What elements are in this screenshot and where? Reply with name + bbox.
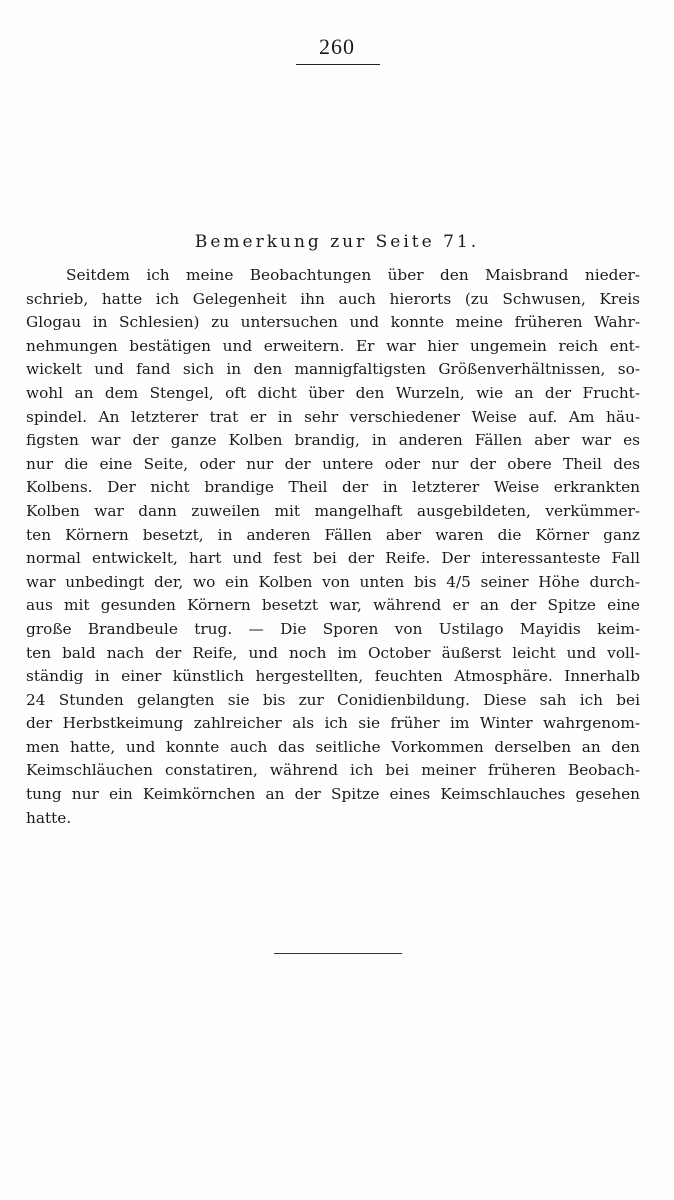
text-line: Keimschläuchen constatiren, während ich bei meiner früheren Beobach- <box>26 761 640 780</box>
text-line: Seitdem ich meine Beobachtungen über den Maisbrand nieder- <box>66 266 640 284</box>
text-line: 24 Stunden gelangten sie bis zur Conidienbildung. Diese sah ich bei <box>26 690 640 709</box>
text-line: war unbedingt der, wo ein Kolben von unten bis 4/5 seiner Höhe durch- <box>26 572 640 591</box>
page-number: 260 <box>319 34 355 59</box>
text-line: Kolbens. Der nicht brandige Theil der in letzterer Weise erkrankten <box>26 478 640 497</box>
text-line: ständig in einer künstlich hergestellten, feuchten Atmosphäre. Innerhalb <box>26 667 640 686</box>
text-line: spindel. An letzterer trat er in sehr verschiedener Weise auf. Am häu- <box>26 407 640 426</box>
text-line: figsten war der ganze Kolben brandig, in anderen Fällen aber war es <box>26 431 640 450</box>
text-line: aus mit gesunden Körnern besetzt war, während er an der Spitze eine <box>26 596 640 615</box>
text-line: normal entwickelt, hart und fest bei der Reife. Der interessanteste Fall <box>26 549 640 568</box>
text-line: men hatte, und konnte auch das seitliche Vorkommen derselben an den <box>26 737 640 756</box>
text-line: tung nur ein Keimkörnchen an der Spitze eines Keimschlauches gesehen <box>26 785 640 804</box>
text-line: große Brandbeule trug. — Die Sporen von Ustilago Mayidis keim- <box>26 619 640 638</box>
text-line: Kolben war dann zuweilen mit mangelhaft ausgebildeten, verkümmer- <box>26 501 640 520</box>
text-line: wohl an dem Stengel, oft dicht über den Wurzeln, wie an der Frucht- <box>26 383 640 402</box>
text-line: wickelt und fand sich in den mannigfaltigsten Größenverhältnissen, so- <box>26 360 640 379</box>
page-number-underline <box>296 64 380 65</box>
section-heading: Bemerkung zur Seite 71. <box>194 232 480 252</box>
text-line: nur die eine Seite, oder nur der untere oder nur der obere Theil des <box>26 454 640 473</box>
text-line: nehmungen bestätigen und erweitern. Er war hier ungemein reich ent- <box>26 336 640 355</box>
body-paragraph <box>26 264 640 830</box>
end-divider <box>274 953 402 954</box>
text-line: ten bald nach der Reife, und noch im October äußerst leicht und voll- <box>26 643 640 662</box>
text-line: hatte. <box>26 808 72 827</box>
text-line: der Herbstkeimung zahlreicher als ich sie früher im Winter wahrgenom- <box>26 714 640 733</box>
text-line: ten Körnern besetzt, in anderen Fällen aber waren die Körner ganz <box>26 525 640 544</box>
text-line: Glogau in Schlesien) zu untersuchen und konnte meine früheren Wahr- <box>26 313 640 332</box>
text-line: schrieb, hatte ich Gelegenheit ihn auch hierorts (zu Schwusen, Kreis <box>26 289 640 308</box>
